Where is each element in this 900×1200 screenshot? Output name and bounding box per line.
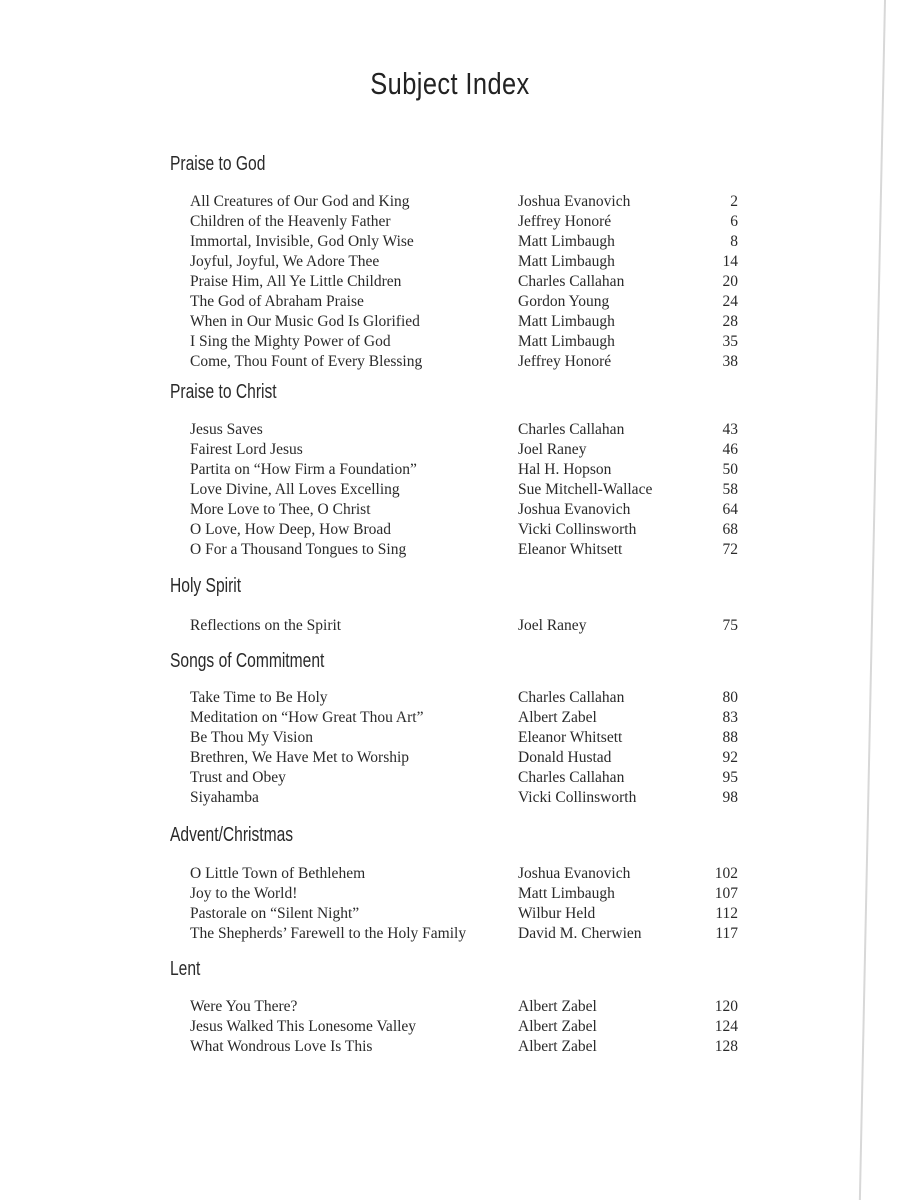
entry-page: 88: [722, 729, 738, 746]
entry-page: 28: [722, 313, 738, 330]
index-row: [0, 252, 900, 272]
entry-page: 83: [722, 709, 738, 726]
entry-title: When in Our Music God Is Glorified: [190, 313, 420, 330]
index-row: [0, 540, 900, 560]
index-row: [0, 440, 900, 460]
index-row: [0, 788, 900, 808]
section-heading: Holy Spirit: [170, 575, 242, 597]
index-row: [0, 864, 900, 884]
entry-title: Reflections on the Spirit: [190, 617, 342, 634]
index-row: [0, 312, 900, 332]
index-row: [0, 272, 900, 292]
index-row: [0, 352, 900, 372]
entry-composer: Joshua Evanovich: [518, 501, 631, 518]
entry-composer: Joshua Evanovich: [518, 865, 631, 882]
entry-title: Siyahamba: [190, 789, 259, 806]
entry-title: Children of the Heavenly Father: [190, 213, 391, 230]
entry-composer: David M. Cherwien: [518, 925, 642, 942]
entry-page: 35: [722, 333, 738, 350]
index-row: [0, 520, 900, 540]
entry-composer: Eleanor Whitsett: [518, 541, 623, 558]
section-entries: [0, 420, 900, 560]
entry-title: Come, Thou Fount of Every Blessing: [190, 353, 423, 370]
entry-title: What Wondrous Love Is This: [190, 1038, 373, 1055]
entry-composer: Donald Hustad: [518, 749, 612, 766]
entry-composer: Charles Callahan: [518, 421, 625, 438]
section-entries: [0, 864, 900, 944]
page-title: Subject Index: [370, 66, 530, 101]
entry-composer: Jeffrey Honoré: [518, 213, 612, 230]
entry-title: The God of Abraham Praise: [190, 293, 364, 310]
entry-page: 14: [722, 253, 738, 270]
index-row: [0, 192, 900, 212]
entry-composer: Charles Callahan: [518, 689, 625, 706]
entry-composer: Matt Limbaugh: [518, 333, 615, 350]
entry-page: 98: [722, 789, 738, 806]
entry-title: Be Thou My Vision: [190, 729, 313, 746]
section-heading: Praise to Christ: [170, 381, 277, 403]
index-row: [0, 420, 900, 440]
entry-composer: Vicki Collinsworth: [518, 789, 637, 806]
entry-title: Trust and Obey: [190, 769, 286, 786]
section-heading: Lent: [170, 958, 201, 980]
entry-page: 112: [715, 905, 738, 922]
index-row: [0, 768, 900, 788]
entry-page: 64: [722, 501, 738, 518]
entry-composer: Matt Limbaugh: [518, 885, 615, 902]
entry-title: All Creatures of Our God and King: [190, 193, 410, 210]
entry-page: 102: [714, 865, 738, 882]
entry-page: 38: [722, 353, 738, 370]
index-row: [0, 688, 900, 708]
entry-page: 128: [714, 1038, 738, 1055]
entry-page: 68: [722, 521, 738, 538]
entry-title: Praise Him, All Ye Little Children: [190, 273, 402, 290]
entry-composer: Wilbur Held: [518, 905, 596, 922]
entry-title: Immortal, Invisible, God Only Wise: [190, 233, 414, 250]
entry-composer: Joshua Evanovich: [518, 193, 631, 210]
index-row: [0, 292, 900, 312]
entry-title: O Love, How Deep, How Broad: [190, 521, 392, 538]
section-entries: [0, 688, 900, 808]
entry-page: 117: [715, 925, 738, 942]
entry-title: More Love to Thee, O Christ: [190, 501, 371, 518]
section-heading: Advent/Christmas: [170, 824, 294, 846]
entry-composer: Albert Zabel: [518, 1038, 597, 1055]
entry-title: Partita on “How Firm a Foundation”: [190, 461, 417, 478]
entry-page: 6: [730, 213, 738, 230]
entry-composer: Hal H. Hopson: [518, 461, 612, 478]
section-entries: [0, 192, 900, 372]
index-row: [0, 1037, 900, 1057]
entry-page: 20: [722, 273, 738, 290]
entry-title: Were You There?: [190, 998, 298, 1015]
index-row: [0, 460, 900, 480]
index-row: [0, 232, 900, 252]
entry-composer: Matt Limbaugh: [518, 313, 615, 330]
entry-page: 120: [714, 998, 738, 1015]
entry-composer: Eleanor Whitsett: [518, 729, 623, 746]
entry-composer: Gordon Young: [518, 293, 610, 310]
entry-page: 58: [722, 481, 738, 498]
entry-composer: Joel Raney: [518, 441, 587, 458]
entry-title: Love Divine, All Loves Excelling: [190, 481, 400, 498]
section-entries: [0, 997, 900, 1057]
entry-page: 92: [722, 749, 738, 766]
entry-title: Take Time to Be Holy: [190, 689, 328, 706]
entry-title: Brethren, We Have Met to Worship: [190, 749, 410, 766]
entry-title: Pastorale on “Silent Night”: [190, 905, 360, 922]
index-row: [0, 332, 900, 352]
index-row: [0, 480, 900, 500]
entry-page: 46: [722, 441, 738, 458]
entry-composer: Vicki Collinsworth: [518, 521, 637, 538]
section-heading: Praise to God: [170, 153, 266, 175]
index-row: [0, 728, 900, 748]
index-row: [0, 997, 900, 1017]
section-heading: Songs of Commitment: [170, 650, 325, 672]
entry-page: 24: [722, 293, 738, 310]
entry-page: 80: [722, 689, 738, 706]
entry-page: 43: [722, 421, 738, 438]
entry-title: O For a Thousand Tongues to Sing: [190, 541, 407, 558]
entry-composer: Sue Mitchell-Wallace: [518, 481, 653, 498]
index-row: [0, 884, 900, 904]
entry-composer: Albert Zabel: [518, 998, 597, 1015]
entry-page: 95: [722, 769, 738, 786]
entry-composer: Albert Zabel: [518, 1018, 597, 1035]
entry-page: 75: [722, 617, 738, 634]
index-row: [0, 212, 900, 232]
entry-composer: Matt Limbaugh: [518, 253, 615, 270]
index-row: [0, 904, 900, 924]
entry-composer: Matt Limbaugh: [518, 233, 615, 250]
entry-composer: Joel Raney: [518, 617, 587, 634]
entry-composer: Albert Zabel: [518, 709, 597, 726]
entry-title: Jesus Walked This Lonesome Valley: [190, 1018, 417, 1035]
entry-page: 2: [730, 193, 738, 210]
entry-title: Fairest Lord Jesus: [190, 441, 303, 458]
entry-page: 72: [722, 541, 738, 558]
index-row: [0, 708, 900, 728]
entry-title: O Little Town of Bethlehem: [190, 865, 366, 882]
entry-title: Jesus Saves: [190, 421, 263, 438]
index-row: [0, 500, 900, 520]
entry-composer: Jeffrey Honoré: [518, 353, 612, 370]
index-row: [0, 924, 900, 944]
entry-page: 8: [730, 233, 738, 250]
entry-title: Meditation on “How Great Thou Art”: [190, 709, 424, 726]
entry-title: Joy to the World!: [190, 885, 298, 902]
entry-page: 124: [714, 1018, 738, 1035]
entry-title: I Sing the Mighty Power of God: [190, 333, 391, 350]
entry-title: Joyful, Joyful, We Adore Thee: [190, 253, 380, 270]
entry-composer: Charles Callahan: [518, 273, 625, 290]
index-row: [0, 616, 900, 636]
entry-title: The Shepherds’ Farewell to the Holy Family: [190, 925, 467, 942]
entry-page: 107: [714, 885, 738, 902]
entry-composer: Charles Callahan: [518, 769, 625, 786]
section-entries: [0, 616, 900, 636]
index-row: [0, 1017, 900, 1037]
index-row: [0, 748, 900, 768]
entry-page: 50: [722, 461, 738, 478]
